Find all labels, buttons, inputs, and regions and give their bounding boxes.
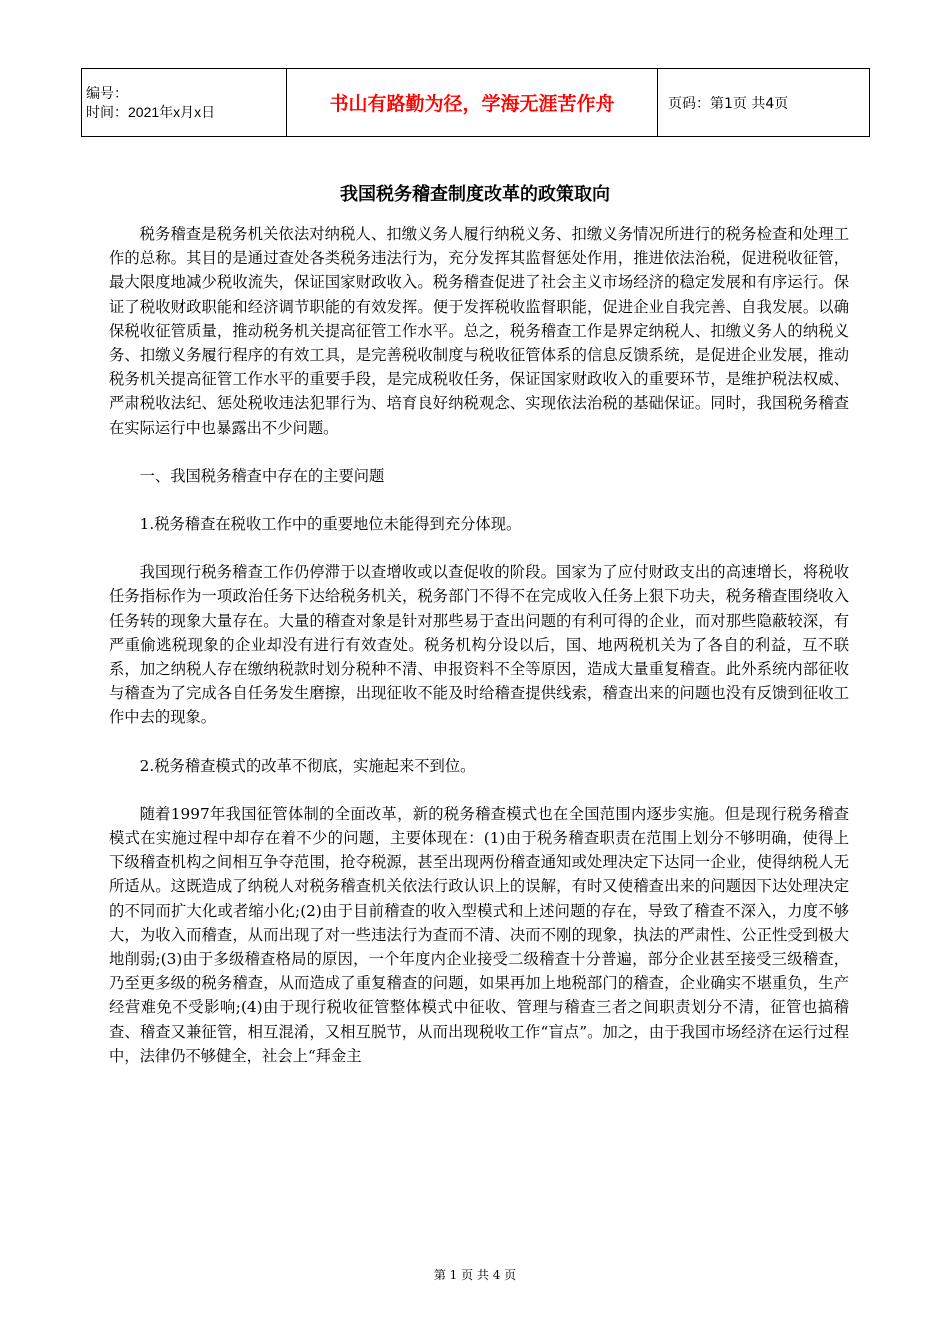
section-heading: 一、我国税务稽查中存在的主要问题 <box>139 466 385 485</box>
document-number-label: 编号： <box>86 84 128 101</box>
document-date-label: 时间：2021年x月x日 <box>86 103 216 120</box>
document-body <box>109 222 849 1092</box>
document-title: 我国税务稽查制度改革的政策取向 <box>340 184 610 205</box>
paragraph-issue-2: 随着1997年我国征管体制的全面改革，新的税务稽查模式也在全国范围内逐步实施。但是现行税务稽查模式在实施过程中却存在着不少的问题，主要体现在：(1)由于税务稽查职责在范围上划分不够明确，使得上下级稽查机构之间相互争夺范围，抢夺税源，甚至出现两份稽查通知或处理决定下达同一企业，使得纳税人无所适从。这既造成了纳税人对税务稽查机关依法行政认识上的误解，有时又使稽查出来的问题因下达处理决定的不同而扩大化或者缩小化;(2)由于目前稽查的收入型模式和上述问题的存在，导致了稽查不深入，力度不够大，为收入而稽查，从而出现了对一些违法行为查而不清、决而不刚的现象，执法的严肃性、公正性受到极大地削弱;(3)由于多级稽查格局的原因，一个年度内企业接受二级稽查十分普遍，部分企业甚至接受三级稽查，乃至更多级的税务稽查，从而造成了重复稽查的问题，如果再加上地税部门的稽查，企业确实不堪重负，生产经营难免不受影响;(4)由于现行税收征管整体模式中征收、管理与稽查三者之间职责划分不清，征管也搞稽查、稽查又兼征管，相互混淆，又相互脱节，从而出现税收工作“盲点”。加之，由于我国市场经济在运行过程中，法律仍不够健全，社会上“拜金主 <box>109 804 849 1065</box>
header-table <box>81 68 870 137</box>
header-motto: 书山有路勤为径，学海无涯苦作舟 <box>287 69 658 137</box>
header-meta-cell <box>82 69 287 137</box>
subsection-heading-2: 2.税务稽查模式的改革不彻底，实施起来不到位。 <box>139 756 476 775</box>
subsection-heading-1: 1.税务稽查在税收工作中的重要地位未能得到充分体现。 <box>139 515 522 534</box>
paragraph-intro: 税务稽查是税务机关依法对纳税人、扣缴义务人履行纳税义务、扣缴义务情况所进行的税务检查和处理工作的总称。其目的是通过查处各类税务违法行为，充分发挥其监督惩处作用，推进依法治税，促进税收征管，最大限度地减少税收流失，保证国家财政收入。税务稽查促进了社会主义市场经济的稳定发展和有序运行。保证了税收财政职能和经济调节职能的有效发挥。便于发挥税收监督职能，促进企业自我完善、自我发展。以确保税收征管质量，推动税务机关提高征管工作水平。总之，税务稽查工作是界定纳税人、扣缴义务人的纳税义务、扣缴义务履行程序的有效工具，是完善税收制度与税收征管体系的信息反馈系统，是促进企业发展，推动税务机关提高征管工作水平的重要手段，是完成税收任务，保证国家财政收入的重要环节，是维护税法权威、严肃税收法纪、惩处税收违法犯罪行为、培育良好纳税观念、实现依法治税的基础保证。同时，我国税务稽查在实际运行中也暴露出不少问题。 <box>109 225 849 437</box>
paragraph-issue-1: 我国现行税务稽查工作仍停滞于以查增收或以查促收的阶段。国家为了应付财政支出的高速增长，将税收任务指标作为一项政治任务下达给税务机关，税务部门不得不在完成收入任务上狠下功夫，税务稽查围绕收入任务转的现象大量存在。大量的稽查对象是针对那些易于查出问题的有利可得的企业，而对那些隐蔽较深，有严重偷逃税现象的企业却没有进行有效查处。税务机构分设以后，国、地两税机关为了各自的利益，互不联系，加之纳税人存在缴纳税款时划分税种不清、申报资料不全等原因，造成大量重复稽查。此外系统内部征收与稽查为了完成各自任务发生磨擦，出现征收不能及时给稽查提供线索，稽查出来的问题也没有反馈到征收工作中去的现象。 <box>109 563 849 727</box>
header-page-label: 页码：第1页 共4页 <box>658 69 870 137</box>
page-footer: 第 1 页 共 4 页 <box>433 1268 517 1282</box>
